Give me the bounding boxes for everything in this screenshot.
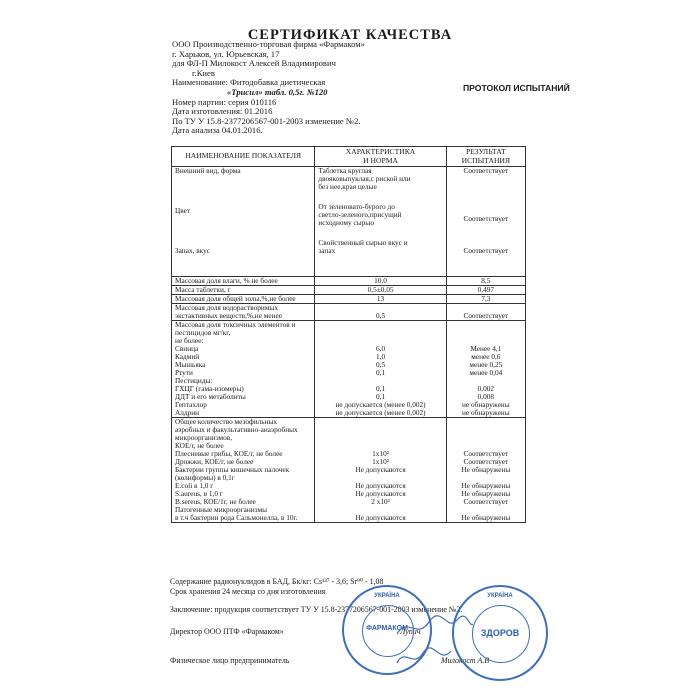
director-signature-name: Лупич (400, 627, 421, 636)
cell-text: не допускается (менее 0,002) (335, 408, 426, 417)
column-header-norm-line2: И НОРМА (363, 155, 398, 165)
cell-spacer (450, 223, 522, 247)
cell-text: Дрожжи, КОЕ/г, не более (175, 457, 254, 466)
entrepreneur-stamp-top-text: УКРАЇНА (487, 593, 513, 599)
cell-spacer (450, 321, 522, 345)
header-analysis-date: Дата анализа 04.01.2016. (172, 125, 263, 136)
header-manufacture-date: Дата изготовления: 01.2016 (172, 106, 273, 117)
table-cell (315, 321, 446, 418)
cell-text: Менее 4,1 (470, 344, 502, 353)
cell-text: Не допускаются (355, 465, 406, 474)
table-cell: 0,5 (315, 304, 446, 321)
table-cell (446, 167, 525, 277)
cell-text: запах (318, 246, 336, 255)
results-table (171, 146, 526, 523)
cell-text: Внешний вид, форма (175, 166, 241, 175)
cell-text: 2 x10² (371, 497, 390, 506)
table-cell (172, 167, 315, 277)
header-standard: По ТУ У 15.8-2377206567-001-2003 изменение №2. (172, 115, 361, 126)
cell-text: Патогенные микроорганизмы (175, 505, 267, 514)
cell-text: Общее количество мезофильных (175, 417, 278, 426)
cell-text: Соответствует (463, 214, 509, 223)
cell-text: Соответствует (463, 457, 509, 466)
table-cell: 0,497 (446, 286, 525, 295)
cell-text: не обнаружены (462, 400, 510, 409)
table-row (172, 304, 526, 321)
radionuclides-text: Содержание радионуклидов в БАД, Бк/кг: Cs¹³⁷ - 3,6; Sr⁹⁰ - 1,08 (170, 577, 384, 586)
cell-text: Гептахлор (175, 400, 207, 409)
director-signature-scribble (395, 612, 475, 642)
cell-text: Цвет (175, 206, 191, 215)
entrepreneur-stamp-center-text: ЗДОРОВ (480, 628, 520, 638)
cell-text: не более: (175, 336, 204, 345)
cell-spacer (175, 175, 311, 207)
cell-text: микроорганизмов, (175, 433, 233, 442)
table-cell (446, 321, 525, 418)
cell-text: 0,002 (477, 384, 495, 393)
company-stamp-center-text: ФАРМАКОМ (366, 625, 408, 632)
table-cell (315, 418, 446, 523)
table-cell: Массовая доля общей золы,%,не более (172, 295, 315, 304)
cell-text: менее 0,6 (471, 352, 501, 361)
cell-text: Кадмий (175, 352, 200, 361)
cell-text: Соответствует (463, 449, 509, 458)
column-header-indicator: НАИМЕНОВАНИЕ ПОКАЗАТЕЛЯ (172, 147, 315, 167)
table-cell (446, 418, 525, 523)
cell-text: Массовая доля токсичных элементов и (175, 320, 296, 329)
cell-text: 1,0 (375, 352, 386, 361)
cell-text: Не обнаружены (461, 465, 511, 474)
cell-text: Не обнаружены (461, 481, 511, 490)
cell-text: Не обнаружены (461, 489, 511, 498)
column-header-result-line2: ИСПЫТАНИЯ (461, 155, 511, 165)
document-title: СЕРТИФИКАТ КАЧЕСТВА (247, 27, 453, 43)
cell-text: 0,1 (375, 384, 386, 393)
table-row (172, 167, 526, 277)
header-block (172, 40, 365, 136)
cell-spacer (175, 215, 311, 247)
cell-text: экстактивных веществ,%,не менее (175, 311, 283, 320)
table-row (172, 418, 526, 523)
header-company: ООО Производственно-торговая фирма «Фармаком» (172, 39, 365, 49)
table-cell (172, 418, 315, 523)
cell-text: менее 0,04 (469, 368, 503, 377)
table-cell (172, 304, 315, 321)
cell-text: в т.ч бактерии рода Сальмонелла, в 10г. (175, 513, 298, 522)
cell-text: Соответствует (463, 246, 509, 255)
cell-text: аэробных и факультативно-анаэробных (175, 425, 298, 434)
cell-text: 1x10² (372, 449, 389, 458)
entrepreneur-signature-name: Милокост А.В (441, 656, 490, 665)
table-cell (172, 321, 315, 418)
cell-text: 1x10² (372, 457, 389, 466)
cell-spacer (318, 321, 442, 345)
cell-text: КОЕ/г, не более (175, 441, 224, 450)
cell-text: Мышьяка (175, 360, 206, 369)
cell-text: не обнаружены (462, 408, 510, 417)
cell-text: Ртути (175, 368, 193, 377)
cell-text: Соответствует (463, 497, 509, 506)
conclusion-text: Заключение: продукция соответствует ТУ У 15.8-2377206567-001-2003 изменение №2. (170, 605, 463, 614)
cell-text: Алдрин (175, 408, 200, 417)
cell-text: Соответствует (463, 166, 509, 175)
cell-spacer (318, 418, 442, 450)
header-product: «Трисил» табл. 0,5г. №120 (227, 86, 328, 97)
cell-text: Бактерии группы кишечных палочек (175, 465, 290, 474)
cell-text: менее 0,25 (469, 360, 503, 369)
director-label: Директор ООО ПТФ «Фармаком» (170, 627, 284, 636)
header-batch: Номер партии: серия 010116 (172, 96, 277, 107)
cell-text: 0,008 (477, 392, 495, 401)
cell-spacer (450, 418, 522, 450)
cell-text: Не допускаются (355, 489, 406, 498)
cell-text: Не обнаружены (461, 513, 511, 522)
table-header-row (172, 147, 526, 167)
shelf-life-text: Срок хранения 24 месяца со дня изготовления (170, 587, 326, 596)
table-cell: 13 (315, 295, 446, 304)
cell-text: ГХЦГ (гама-изомеры) (175, 384, 244, 393)
cell-text: ДДТ и его метаболиты (175, 392, 246, 401)
column-header-result (446, 147, 525, 167)
cell-text: Таблетка круглая (318, 166, 372, 175)
cell-text: Запах, вкус (175, 246, 211, 255)
table-cell: 7,3 (446, 295, 525, 304)
table-cell: 10,0 (315, 277, 446, 286)
cell-text: 6,0 (375, 344, 386, 353)
cell-text: 0,1 (375, 392, 386, 401)
header-recipient: для ФЛ-П Милокост Алексей Владимирович (172, 58, 336, 69)
entrepreneur-signature-scribble (395, 645, 455, 670)
cell-text: 0,1 (375, 368, 386, 377)
column-header-norm (315, 147, 446, 167)
cell-text: без нее,края целые (318, 182, 377, 191)
cell-text: светло-зеленого,присущий (318, 210, 402, 219)
table-row (172, 321, 526, 418)
header-address: г. Харьков, ул. Юрьевская, 17 (172, 48, 280, 59)
cell-text: Не допускаются (355, 513, 406, 522)
column-header-norm-line1: ХАРАКТЕРИСТИКА (345, 147, 416, 157)
cell-text: S.aureus, в 1,0 г (175, 489, 223, 498)
cell-text: От зеленовато-бурого до (318, 202, 395, 211)
header-name: Наименование: Фитодобавка диетическая (172, 77, 326, 88)
header-city: г.Киев (192, 67, 215, 78)
cell-text: E.coli в 1,0 г (175, 481, 214, 490)
cell-text: Массовая доля водорастворимых (175, 303, 278, 312)
cell-spacer (450, 175, 522, 215)
table-cell: 0,5±0,05 (315, 286, 446, 295)
cell-text: 0,5 (375, 360, 386, 369)
table-cell: 8,5 (446, 277, 525, 286)
table-cell: Масса таблетки, г (172, 286, 315, 295)
protocol-heading: ПРОТОКОЛ ИСПЫТАНИЙ (463, 83, 570, 93)
cell-text: исходному сырью (318, 218, 375, 227)
cell-text: (колиформы) в 0,1г (175, 473, 235, 482)
company-stamp-top-text: УКРАЇНА (374, 593, 400, 599)
entrepreneur-label: Физическое лицо предприниматель (170, 656, 290, 665)
column-header-result-line1: РЕЗУЛЬТАТ (465, 147, 506, 157)
cell-text: пестицидов мг/кг, (175, 328, 231, 337)
cell-text: B.sereus, КОЕ/1г, не более (175, 497, 256, 506)
table-cell: Массовая доля влаги, % не более (172, 277, 315, 286)
cell-text: Не допускаются (355, 481, 406, 490)
cell-text: Свинца (175, 344, 199, 353)
cell-text: Свойственный сырью вкус и (318, 238, 408, 247)
table-cell: Соответствует (446, 304, 525, 321)
cell-text: не допускается (менее 0,002) (335, 400, 426, 409)
cell-text: Плесневые грибы, КОЕ/г, не более (175, 449, 283, 458)
table-cell (315, 167, 446, 277)
cell-text: Пестициды: (175, 376, 213, 385)
cell-text: двояковыпуклая,с риской или (318, 174, 411, 183)
